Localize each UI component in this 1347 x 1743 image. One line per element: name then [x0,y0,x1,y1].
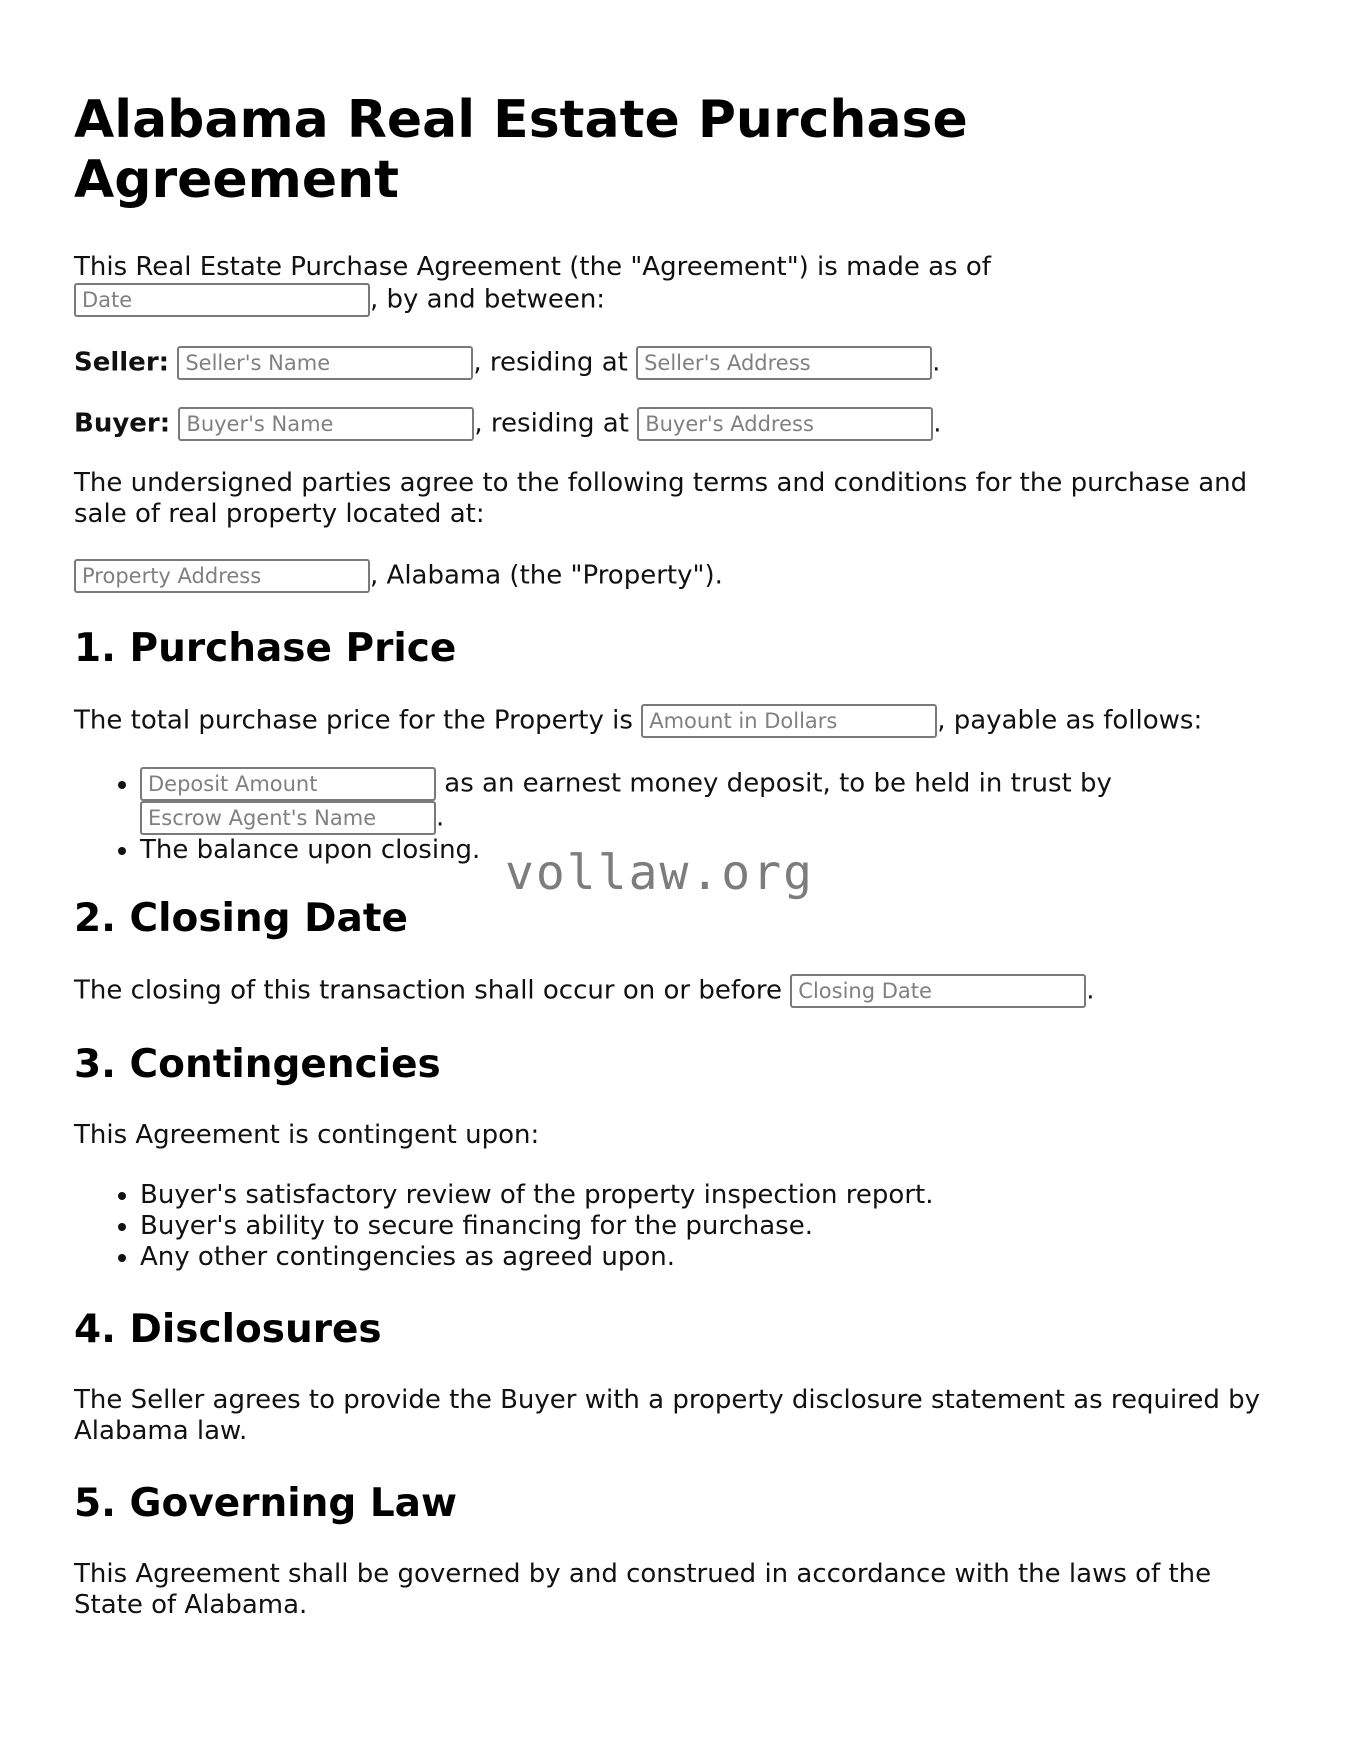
buyer-address-input[interactable] [637,407,933,441]
seller-name-input[interactable] [177,346,473,380]
list-item: • Buyer's satisfactory review of the property inspection report. [140,1180,1284,1211]
property-suffix: , Alabama (the "Property"). [370,560,723,591]
property-row [74,559,1284,593]
intro-text: This Real Estate Purchase Agreement (the "Agreement") is made as of [74,252,991,282]
closing-date-paragraph [74,974,1284,1008]
section-governing-law-heading: 5. Governing Law [74,1481,458,1526]
list-item [140,767,1284,835]
buyer-name-input[interactable] [178,407,474,441]
closing-date-text: The closing of this transaction shall occur on or before [74,975,783,1006]
purchase-price-suffix: , payable as follows: [937,705,1203,736]
buyer-end: . [933,408,942,439]
document-title: Alabama Real Estate Purchase Agreement [74,90,968,210]
seller-row [74,346,1284,380]
closing-date-input[interactable] [790,974,1086,1008]
buyer-residing-text: , residing at [474,408,629,439]
closing-date-end: . [1086,975,1095,1006]
section-contingencies-heading: 3. Contingencies [74,1042,441,1087]
deposit-amount-input[interactable] [140,767,436,801]
intro-suffix: , by and between: [370,284,606,315]
buyer-row [74,407,1284,441]
parties-paragraph: The undersigned parties agree to the following terms and conditions for the purchase and sale of real property located at: [74,468,1248,529]
intro-paragraph [74,252,1284,317]
section-disclosures-heading: 4. Disclosures [74,1307,382,1352]
list-item: • Any other contingencies as agreed upon. [140,1242,1284,1273]
disclosures-paragraph: The Seller agrees to provide the Buyer with a property disclosure statement as required by Alabama law. [74,1385,1260,1446]
property-address-input[interactable] [74,559,370,593]
list-item: • The balance upon closing. [140,835,1284,866]
seller-end: . [932,347,941,378]
contingencies-list [74,1180,1284,1273]
contingencies-paragraph: This Agreement is contingent upon: [74,1120,540,1150]
purchase-price-text: The total purchase price for the Property is [74,705,633,736]
seller-residing-text: , residing at [473,347,628,378]
deposit-text: as an earnest money deposit, to be held in trust by [436,768,1112,799]
purchase-price-paragraph [74,704,1284,738]
escrow-agent-input[interactable] [140,801,436,835]
amount-input[interactable] [641,704,937,738]
list-item: • Buyer's ability to secure financing for the purchase. [140,1211,1284,1242]
seller-address-input[interactable] [636,346,932,380]
escrow-end: . [436,802,445,833]
seller-label: Seller: [74,347,170,378]
section-purchase-price-heading: 1. Purchase Price [74,626,457,671]
buyer-label: Buyer: [74,408,171,439]
governing-law-paragraph: This Agreement shall be governed by and construed in accordance with the laws of the State of Alabama. [74,1559,1212,1620]
section-closing-date-heading: 2. Closing Date [74,896,408,941]
date-input[interactable] [74,283,370,317]
watermark: vollaw.org [505,845,814,901]
